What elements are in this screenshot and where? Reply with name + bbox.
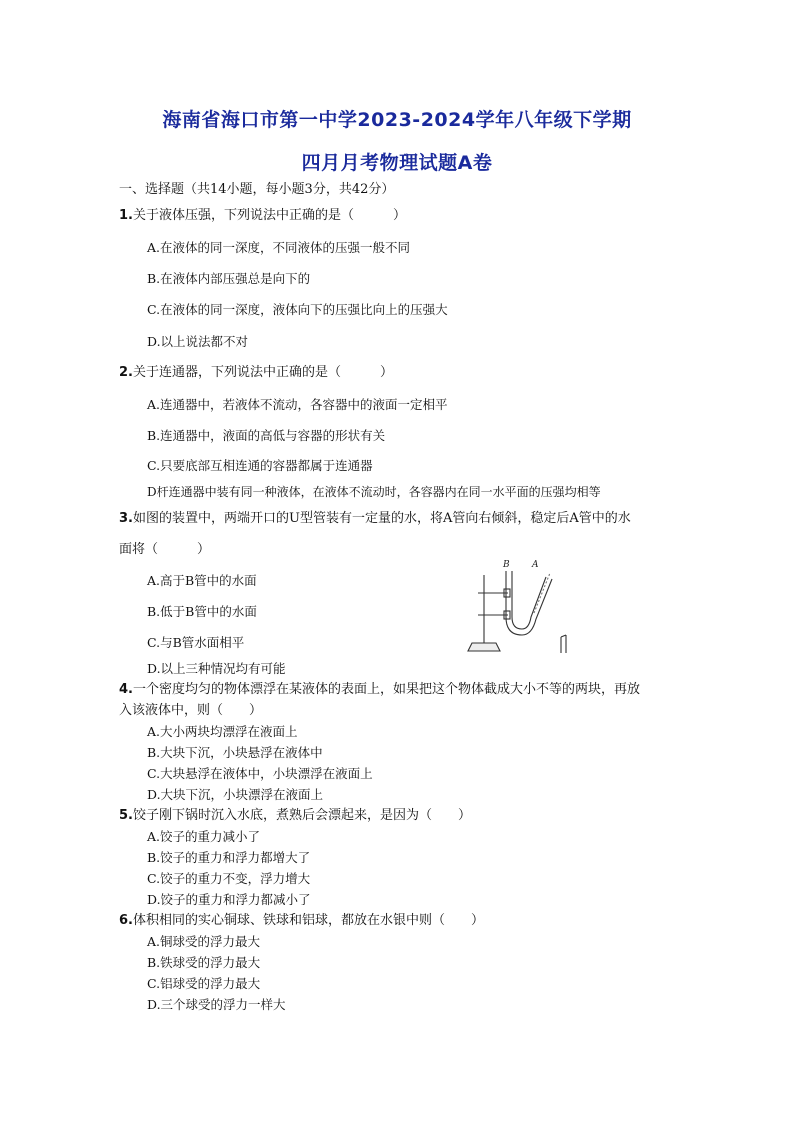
label-b: B <box>503 560 510 570</box>
q1-option-a: A.在液体的同一深度，不同液体的压强一般不同 <box>147 240 411 255</box>
q2-option-c: C.只要底部互相连通的容器都属于连通器 <box>147 458 373 473</box>
q5-option-b: B.饺子的重力和浮力都增大了 <box>147 850 311 865</box>
question-text: 关于液体压强，下列说法中正确的是（ ） <box>132 208 406 223</box>
q4-option-b: B.大块下沉，小块悬浮在液体中 <box>147 745 323 760</box>
q1-option-c: C.在液体的同一深度，液体向下的压强比向上的压强大 <box>147 302 448 317</box>
section-heading: 一、选择题（共14小题，每小题3分，共42分） <box>119 182 395 197</box>
q4-option-d: D.大块下沉，小块漂浮在液面上 <box>147 787 324 802</box>
question-4-cont: 入该液体中，则（ ） <box>119 703 263 718</box>
question-number: 5. <box>119 808 133 823</box>
q6-option-c: C.铝球受的浮力最大 <box>147 976 261 991</box>
stand-base <box>468 643 500 651</box>
q2-option-a: A.连通器中，若液体不流动，各容器中的液面一定相平 <box>147 397 448 412</box>
q5-option-a: A.饺子的重力减小了 <box>147 829 261 844</box>
q2-option-d: D杆连通器中装有同一种液体，在液体不流动时，各容器内在同一水平面的压强均相等 <box>147 485 601 499</box>
q6-option-d: D.三个球受的浮力一样大 <box>147 997 286 1012</box>
question-2 <box>119 365 393 381</box>
question-5 <box>119 808 471 824</box>
exam-title-line2: 四月月考物理试题A卷 <box>301 152 493 174</box>
q5-option-d: D.饺子的重力和浮力都减小了 <box>147 892 311 907</box>
question-text: 体积相同的实心铜球、铁球和铝球，都放在水银中则（ ） <box>132 913 484 928</box>
question-text: 一个密度均匀的物体漂浮在某液体的表面上，如果把这个物体截成大小不等的两块，再放 <box>132 682 640 697</box>
q6-option-a: A.铜球受的浮力最大 <box>147 934 261 949</box>
q3-option-b: B.低于B管中的水面 <box>147 604 257 619</box>
label-a: A <box>532 560 539 570</box>
u-tube-inner <box>512 571 546 629</box>
question-3-cont: 面将（ ） <box>119 542 211 557</box>
q1-option-b: B.在液体内部压强总是向下的 <box>147 271 311 286</box>
question-number: 6. <box>119 913 133 928</box>
question-number: 4. <box>119 682 133 697</box>
question-3 <box>119 511 631 527</box>
question-1 <box>119 208 406 224</box>
q5-option-c: C.饺子的重力不变，浮力增大 <box>147 871 311 886</box>
question-number: 2. <box>119 365 133 380</box>
tilted-tube-shading <box>534 573 550 613</box>
question-text: 关于连通器，下列说法中正确的是（ ） <box>132 365 393 380</box>
u-tube-figure <box>466 555 578 660</box>
q4-option-c: C.大块悬浮在液体中，小块漂浮在液面上 <box>147 766 373 781</box>
question-4 <box>119 682 640 698</box>
question-6 <box>119 913 484 929</box>
q3-option-c: C.与B管水面相平 <box>147 635 245 650</box>
q2-option-b: B.连通器中，液面的高低与容器的形状有关 <box>147 428 386 443</box>
small-mark <box>561 635 566 653</box>
question-number: 3. <box>119 511 133 526</box>
question-text: 如图的装置中，两端开口的U型管装有一定量的水，将A管向右倾斜，稳定后A管中的水 <box>132 511 631 526</box>
q3-option-d: D.以上三种情况均有可能 <box>147 661 286 676</box>
q1-option-d: D.以上说法都不对 <box>147 334 249 349</box>
q6-option-b: B.铁球受的浮力最大 <box>147 955 261 970</box>
q3-option-a: A.高于B管中的水面 <box>147 573 257 588</box>
exam-title-line1: 海南省海口市第一中学2023-2024学年八年级下学期 <box>162 109 632 131</box>
question-number: 1. <box>119 208 133 223</box>
question-text: 饺子刚下锅时沉入水底，煮熟后会漂起来，是因为（ ） <box>132 808 471 823</box>
q4-option-a: A.大小两块均漂浮在液面上 <box>147 724 298 739</box>
